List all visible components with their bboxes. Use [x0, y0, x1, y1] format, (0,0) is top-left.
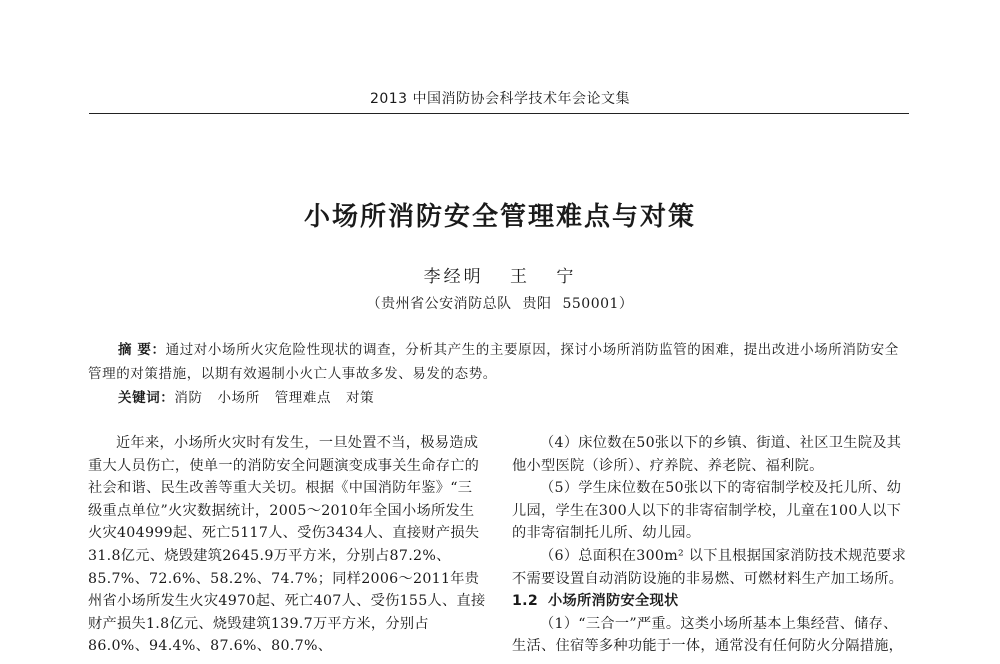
abstract-paragraph [88, 338, 910, 386]
running-header: 2013 中国消防协会科学技术年会论文集 [369, 91, 631, 107]
paper-affiliation: （贵州省公安消防总队 贵阳 550001） [366, 296, 634, 312]
keywords [118, 386, 374, 406]
right-column [512, 432, 910, 658]
section-number: 1.2 [512, 593, 539, 610]
header-rule [89, 113, 909, 114]
keywords-text: 消防 小场所 管理难点 对策 [174, 390, 375, 406]
body-paragraph: （4）床位数在50张以下的乡镇、街道、社区卫生院及其他小型医院（诊所）、疗养院、养老院、福利院。 [512, 435, 902, 474]
section-heading [512, 590, 910, 613]
paper-title: 小场所消防安全管理难点与对策 [303, 202, 696, 232]
body-paragraph: （1）“三合一”严重。这类小场所基本上集经营、储存、生活、住宿等多种功能于一体，通常没有任何防火分隔措施， [512, 615, 904, 655]
section-title: 小场所消防安全现状 [548, 593, 679, 610]
abstract [88, 338, 910, 386]
keywords-label: 关键词： [118, 390, 175, 406]
abstract-text: 通过对小场所火灾危险性现状的调查，分析其产生的主要原因，探讨小场所消防监管的困难，提出改进小场所消防安全管理的对策措施，以期有效遏制小火亡人事故多发、易发的态势。 [88, 342, 899, 382]
paper-authors: 李经明 王 宁 [423, 267, 577, 287]
body-paragraph: （6）总面积在300m² 以下且根据国家消防技术规范要求不需要设置自动消防设施的非易燃、可燃材料生产加工场所。 [512, 547, 907, 587]
abstract-label: 摘 要： [118, 342, 166, 358]
body-paragraph: 近年来，小场所火灾时有发生，一旦处置不当，极易造成重大人员伤亡，使单一的消防安全问题演变成事关生命存亡的社会和谐、民生改善等重大关切。根据《中国消防年鉴》“三级重点单位”火灾数据统计，2005～2010年全国小场所发生火灾404999起、死亡5117人、受伤3434人、直接财产损失31.8亿元、烧毁建筑2645.9万平方米，分别占87.2%、85.7%、72.6%、58.2%、74.7%；同样2006～2011年贵州省小场所发生火灾4970起、死亡407人、受伤155人、直接财产损失1.8亿元、烧毁建筑139.7万平方米，分别占86.0%、94.4%、87.6%、80.7%、 [88, 435, 486, 655]
left-column [88, 432, 486, 658]
body-paragraph: （5）学生床位数在50张以下的寄宿制学校及托儿所、幼儿园，学生在300人以下的非寄宿制学校，儿童在100人以下的非寄宿制托儿所、幼儿园。 [512, 480, 902, 542]
